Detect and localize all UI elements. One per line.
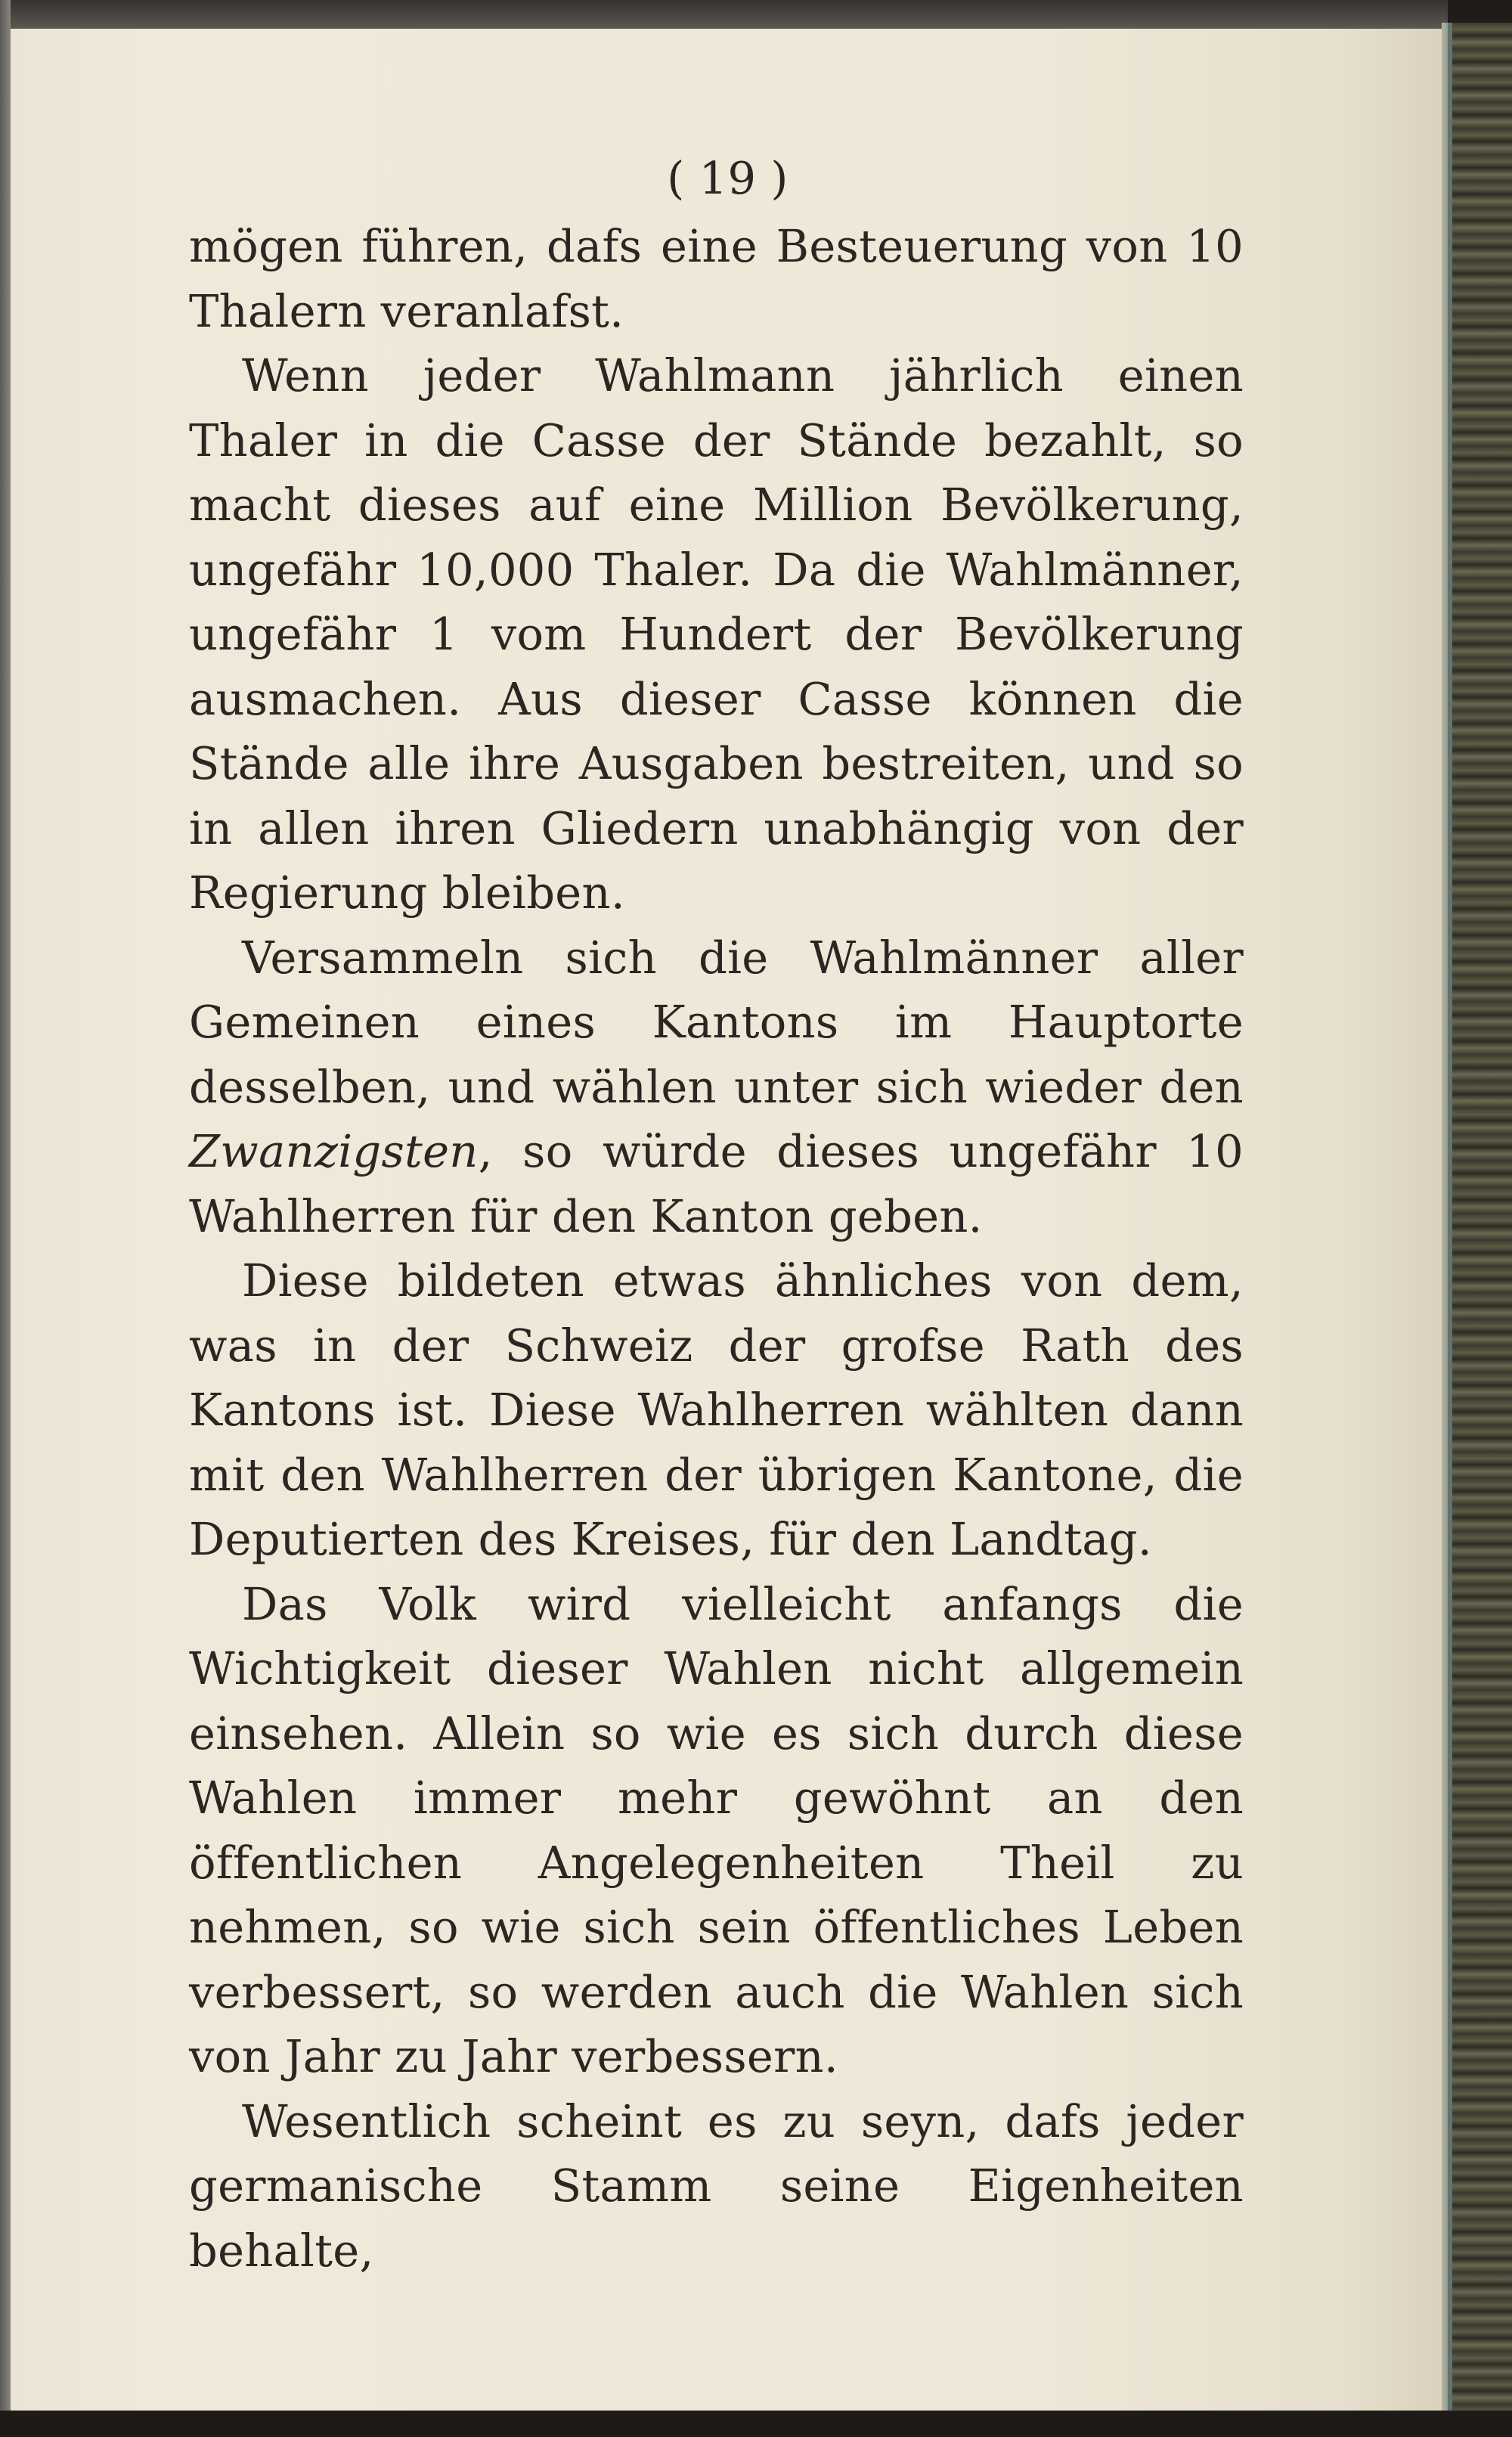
marbled-book-cover xyxy=(1448,23,1512,2412)
page-number: ( 19 ) xyxy=(667,152,789,204)
paragraph-germanische-stamm: Wesentlich scheint es zu seyn, dafs jeder germanische Stamm seine Eigenheiten behalte, xyxy=(189,2094,1244,2277)
page-text-block xyxy=(189,147,1244,2283)
left-page-edge xyxy=(0,0,11,2437)
paragraph-versammeln-text-after: , so würde dieses ungefähr 10 Wahlherren für den Kanton geben. xyxy=(189,1125,1244,1242)
emphasized-word-zwanzigsten: Zwanzigsten xyxy=(189,1125,479,1177)
top-shadow-edge xyxy=(0,0,1448,29)
paragraph-schweiz-rath: Diese bildeten etwas ähnliches von dem, was in der Schweiz der grofse Rath des Kantons ist. Diese Wahlherren wählten dann mit den Wahlherren der übrigen Kantone, die Deputierten des Kreises, für den Landtag. xyxy=(189,1254,1244,1565)
paragraph-wahlmann-casse: Wenn jeder Wahlmann jährlich einen Thaler in die Casse der Stände bezahlt, so macht dieses auf eine Million Bevölkerung, ungefähr 10,000 Thaler. Da die Wahlmänner, ungefähr 1 vom Hundert der Bevölkerung ausmachen. Aus dieser Casse können die Stände alle ihre Ausgaben bestreiten, und so in allen ihren Gliedern unabhängig von der Regierung bleiben. xyxy=(189,349,1244,919)
bottom-shadow-edge xyxy=(0,2411,1512,2437)
paragraph-versammeln-text-before: Versammeln sich die Wahlmänner aller Gemeinen eines Kantons im Hauptorte desselben, und wählen unter sich wieder den xyxy=(189,931,1244,1113)
paragraph-volk-wahlen: Das Volk wird vielleicht anfangs die Wichtigkeit dieser Wahlen nicht allgemein einsehen. Allein so wie es sich durch diese Wahlen immer mehr gewöhnt an den öffentlichen Angelegenheiten Theil zu nehmen, so wie sich sein öffentliches Leben verbessert, so werden auch die Wahlen sich von Jahr zu Jahr verbessern. xyxy=(189,1577,1244,2082)
paragraph-continuation: mögen führen, dafs eine Besteuerung von 10 Thalern veranlafst. xyxy=(189,220,1244,337)
paragraph-versammeln xyxy=(189,926,1244,1249)
